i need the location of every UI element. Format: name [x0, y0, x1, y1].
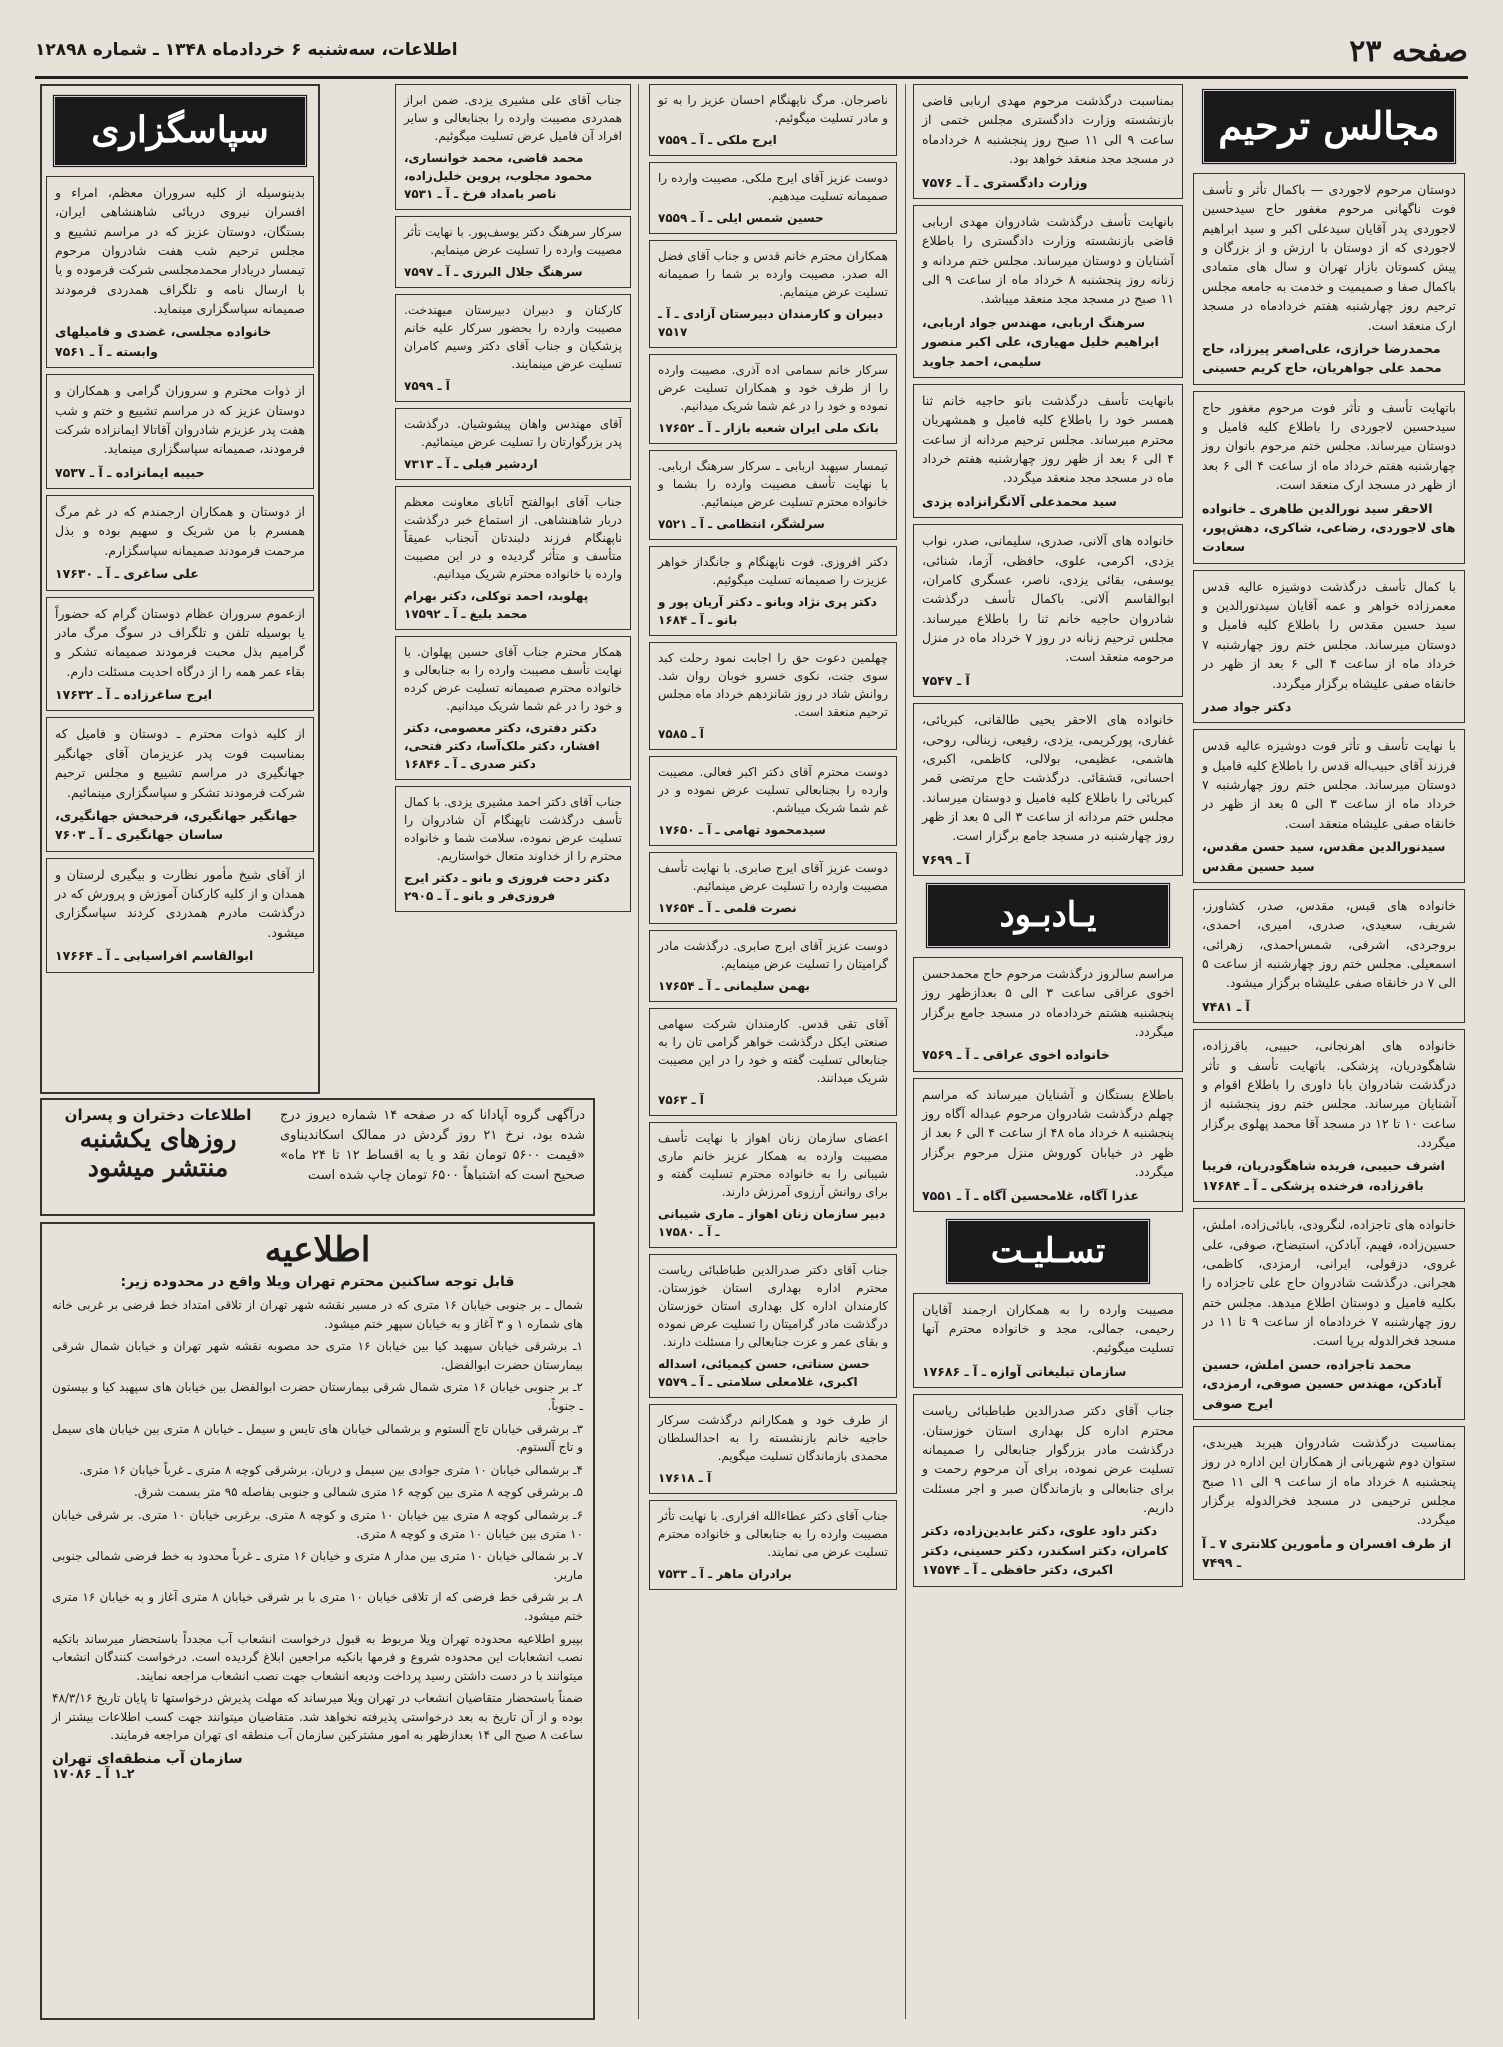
notice-signature: محمدرضا خرازی، علی‌اصغر پیرزاد، حاج محمد علی جواهریان، حاج کریم حسینی [1202, 340, 1442, 376]
notice-box [649, 930, 897, 1002]
column-2 [913, 84, 1183, 2034]
notice-signature: سیدنورالدین مقدس، سید حسن مقدس، سید حسین مقدس [1202, 839, 1446, 874]
notice-box [649, 1122, 897, 1248]
weekly-ad-line1: اطلاعات دختران و پسران [64, 1106, 252, 1124]
notice-box [649, 852, 897, 924]
notice-text: تیمسار سپهبد اربابی ـ سرکار سرهنگ اربابی. با نهایت تأسف مصیبت وارده را بشما و خانواده محترم تسلیت عرض مینمائیم. [658, 459, 888, 509]
notice-box [649, 450, 897, 540]
notice-signature: سازمان آب منطقه‌ای تهران [52, 1751, 243, 1768]
notice-signature: سازمان تبلیغاتی آوازه ـ آ ـ ۱۷۶۸۶ [922, 1363, 1127, 1379]
column-4 [395, 84, 631, 1039]
notice-box [1193, 729, 1465, 883]
notice-paragraph: بپیرو اطلاعیه محدوده تهران ویلا مربوط به قبول درخواست انشعاب آب مجدداً باستحضار میرساند باتکیه نصب انشعابات این محدوده شروع و فرمها بانکیه مراجعین ابلاغ گردیده است. درخواست کنندگان انشعاب میتوانند با در دست داشتن رسید پرداخت ودیعه انشعاب جهت نصب انشعاب مراجعه نمایند. [52, 1631, 583, 1683]
notice-text: جناب آقای ابوالفتح آتابای معاونت معظم دربار شاهنشاهی. از استماع خبر درگذشت ناپهنگام فرزند دلبندتان آنجناب عمیقاً متأسف و متأثر گردیده و در این مصیبت وارده با خانواده محترم شریک میدانیم. [404, 495, 622, 581]
issue-line: اطلاعات، سه‌شنبه ۶ خردادماه ۱۳۴۸ ـ شماره ۱۲۸۹۸ [35, 40, 458, 60]
notice-text: خانواده های الاحقر یحیی طالقانی، کبریائی، غفاری، پورکریمی، یزدی، رفیعی، زینالی، روحی، هاشمی، عظیمی، بولالی، کاظمی، اکبری، احسانی، قشقائی. درگذشت حاج مرتضی قمر کبریائی را باطلاع کلیه فامیل و دوستان میرساند. مجلس ختم مردانه از ساعت ۳ الی ۵ بعد از ظهر روز چهارشنبه در مسجد جامع برگزار است. [922, 712, 1174, 844]
notice-signature: سرهنگ اربابی، مهندس جواد اربابی، ابراهیم خلیل مهیاری، علی اکبر منصور سلیمی، احمد جاوید [922, 314, 1159, 369]
notice-box [395, 216, 631, 288]
notice-signature: دکتر دفتری، دکتر معصومی، دکتر افشار، دکتر ملک‌آسا، دکتر فتحی، دکتر صدری ـ آ ـ ۱۶۸۴۶ [404, 721, 600, 771]
notice-box [913, 1078, 1183, 1212]
notice-text: دوست محترم آقای دکتر اکبر فعالی. مصیبت وارده را بجنابعالی تسلیت عرض نموده و در غم شما شریک میباشم. [658, 765, 888, 815]
notice-text: بانهایت تأسف درگذشت بانو حاجیه خانم ثنا همسر خود را باطلاع کلیه فامیل و همشهریان محترم میرساند. مجلس ترحیم مردانه از ساعت ۴ الی ۶ بعد از ظهر روز چهارشنبه هفتم خرداد ماه در مسجد مجد منعقد میگردد. [922, 392, 1174, 486]
notice-signature: بانک ملی ایران شعبه بازار ـ آ ـ ۱۷۶۵۲ [658, 421, 879, 435]
notice-box [913, 703, 1183, 876]
notice-signature: علی ساغری ـ آ ـ ۱۷۶۳۰ [55, 566, 199, 582]
notice-text: خانواده های تاجزاده، لنگرودی، بابائی‌زاده، املش، حسین‌زاده، فهیم، آبادکن، استیضاح، صوفی، علی غروی، دزفولی، ایرانی، ارمزدی، کاظمی، هجرانی. درگذشت شادروان حاج علی تاجزاده را بکلیه فامیل و دوستان اطلاع میدهد. مجلس ختم روز چهارشنبه ۷ خردادماه از ساعت ۹ تا ۱۱ در مسجد فخرالدوله برپا است. [1202, 1217, 1457, 1349]
notice-box [395, 408, 631, 480]
notice-subtitle: قابل توجه ساکنین محترم تهران ویلا واقع در محدوده زیر: [120, 1274, 515, 1290]
notice-text: مراسم سالروز درگذشت مرحوم حاج محمدحسن اخوی عراقی ساعت ۳ الی ۵ بعدازظهر روز پنجشنبه هشتم خردادماه در مسجد جامع برگزار میگردد. [922, 965, 1174, 1039]
notice-text: جناب آقای دکتر صدرالدین طباطبائی ریاست محترم اداره کل بهداری استان خوزستان. درگذشت مادر بزرگوار جنابعالی را صمیمانه تسلیت عرض نموده، برای آن مرحوم رحمت و برای جنابعالی و بازماندگان صبر و اجر مسئلت داریم. [922, 1403, 1174, 1515]
weekly-ad [48, 1106, 268, 1182]
notice-signature: عذرا آگاه، غلامحسین آگاه ـ آ ـ ۷۵۵۱ [922, 1187, 1139, 1203]
notice-box [913, 205, 1183, 378]
notice-title: اطلاعیه [264, 1230, 371, 1270]
column-5-thanks [40, 84, 320, 1094]
notice-box [649, 240, 897, 348]
notice-text: از کلیه ذوات محترم ـ دوستان و فامیل که بمناسبت فوت پدر عزیزمان آقای جهانگیر جهانگیری در مراسم تشییع و مجلس ترحیم شرکت فرمودند تشکر و سپاسگزاری مینمائیم. [55, 726, 305, 800]
notice-box [46, 597, 314, 712]
notice-signature: جهانگیر جهانگیری، فرحبخش جهانگیری، ساسان جهانگیری ـ آ ـ ۷۶۰۳ [55, 807, 298, 843]
section-masthead-yadbood: یـادبـود [925, 882, 1171, 949]
notice-box [649, 84, 897, 156]
notice-box [395, 294, 631, 402]
notice-text: آقای مهندس واهان پیشوشیان. درگذشت پدر بزرگوارتان را تسلیت عرض مینمائیم. [404, 417, 622, 449]
notice-text: دوست عزیز آقای ایرج صابری. با نهایت تأسف مصیبت وارده را تسلیت عرض مینمائیم. [658, 861, 888, 893]
notice-box [649, 1404, 897, 1494]
notice-body [52, 1296, 583, 1745]
notice-box [649, 642, 897, 750]
notice-box [913, 384, 1183, 518]
notice-text: اعضای سازمان زنان اهواز با نهایت تأسف مصیبت وارده به همکار عزیز خانم ماری شیبانی را به خانواده محترم تسلیت گفته و برای روانش آرزوی آمرزش دارند. [658, 1131, 888, 1199]
page-header [35, 30, 1468, 79]
notice-signature: آ ـ ۷۵۹۹ [404, 379, 450, 393]
notice-signature: دبیران و کارمندان دبیرستان آزادی ـ آ ـ ۷۵۱۷ [658, 307, 884, 339]
notice-signature: ایرج ملکی ـ آ ـ ۷۵۵۹ [658, 133, 777, 147]
notice-box [1193, 1029, 1465, 1202]
section-masthead-sepas: سپاسگزاری [52, 94, 308, 168]
notice-signature: دبیر سازمان زنان اهواز ـ ماری شیبانی ـ آ ـ ۱۷۵۸۰ [658, 1207, 886, 1239]
notice-paragraph: ۷ـ بر شمالی خیابان ۱۰ متری بین مدار ۸ متری و خیابان ۱۶ متری ـ غرباً محدود به خط فرضی شمالی جنوبی ماربر. [52, 1549, 584, 1582]
notice-box [913, 1293, 1183, 1389]
notice-box [395, 486, 631, 630]
notice-text: دوست عزیز آقای ایرج صابری. درگذشت مادر گرامیتان را تسلیت عرض مینمایم. [658, 939, 888, 971]
notice-signature: ایرج ساغرزاده ـ آ ـ ۱۷۶۳۲ [55, 687, 213, 703]
notice-text: آقای تقی قدس. کارمندان شرکت سهامی صنعتی ایکل درگذشت خواهر گرامی تان را به جنابعالی تسلیت گفته و خود را در این مصیبت شریک میدانند. [658, 1017, 888, 1085]
notice-signature: محمد قاضی، محمد خوانساری، محمود مجلوب، پروین خلیل‌زاده، ناصر بامداد فرخ ـ آ ـ ۷۵۳۱ [404, 151, 593, 201]
notice-text: مصیبت وارده را به همکاران ارجمند آقایان رحیمی، جمالی، مجد و خانواده محترم آنها تسلیت میگوئیم. [922, 1301, 1174, 1356]
weekly-ad-line2: روزهای یکشنبه [79, 1124, 237, 1153]
notice-text: دکتر افروزی. فوت ناپهنگام و جانگداز خواهر عزیزت را صمیمانه تسلیت میگوئیم. [658, 555, 888, 587]
notice-signature: دکتر دحت فروزی و بانو ـ دکتر ایرج فروزی‌فر و بانو ـ آ ـ ۲۹۰۵ [404, 871, 610, 903]
notice-text: جناب آقای دکتر عطاءالله افراری. با نهایت تأثر مصیبت وارده را به جنابعالی و خانواده محترم تسلیت عرض می نمایند. [658, 1509, 888, 1559]
notice-box [395, 84, 631, 210]
notice-text: سرکار سرهنگ دکتر یوسف‌پور. با نهایت تأثر مصیبت وارده را تسلیت عرض مینمایم. [404, 225, 622, 257]
notice-box [649, 162, 897, 234]
notice-text: جناب آقای دکتر احمد مشیری یزدی. با کمال تأسف درگذشت ناپهنگام آن شادروان را تسلیت عرض نموده، سلامت شما و خانواده محترم را از خداوند متعال خواستاریم. [404, 795, 622, 863]
notice-signature: دکتر پری نژاد وبانو ـ دکتر آریان پور و بانو ـ آ ـ ۱۶۸۴ [658, 595, 877, 627]
notice-box [1193, 570, 1465, 724]
notice-text: جناب آقای علی مشیری یزدی. ضمن ابراز همدردی مصیبت وارده را بجنابعالی و سایر افراد آن فامیل عرض تسلیت میگوئیم. [404, 93, 622, 143]
notice-box [46, 717, 314, 851]
notice-box [1193, 173, 1465, 385]
notice-text: همکار محترم جناب آقای حسین پهلوان. با نهایت تأسف مصیبت وارده را به جنابعالی و خانواده محترم صمیمانه تسلیت عرض کرده و خود را در غم شما شریک میدانیم. [404, 645, 622, 713]
notice-paragraph: ۴ـ برشمالی خیابان ۱۰ متری جوادی بین سیمل و دربان. برشرقی کوچه ۸ متری ـ غرباً خیابان ۱۶ متری. [79, 1462, 583, 1477]
notice-text: ازعموم سروران عظام دوستان گرام که حضوراً یا بوسیله تلفن و تلگراف در سوگ مرگ مادر گرامیم بذل محبت فرمودند صمیمانه تشکر و بقاء عمر همه را از درگاه احدیت مسئلت دارم. [55, 605, 305, 679]
notice-signature: محمد تاجزاده، حسن املش، حسین آبادکن، مهندس حسین صوفی، ارمزدی، ایرج صوفی [1202, 1356, 1442, 1411]
notice-text: بدینوسیله از کلیه سروران معظم، امراء و افسران نیروی دریائی شاهنشاهی ایران، بستگان، دوستان عزیز که در مراسم تشییع و مجلس ترحیم شب هفت شادروان مرحوم تیمسار دریادار محمدمجلسی شرکت فرموده و یا با ارسال نامه و تلگراف همدردی فرمودند صمیمانه سپاسگزاری مینماید. [55, 184, 305, 317]
notice-text: از ذوات محترم و سروران گرامی و همکاران و دوستان عزیز که در مراسم تشییع و ختم و شب هفت پدر عزیزم شادروان آقاتالا ایمانزاده شرکت فرمودند، صمیمانه سپاسگزاری مینماید. [55, 383, 305, 457]
notice-text: چهلمین دعوت حق را اجابت نمود رحلت کبد سوی جنت، نکوی خسرو خوبان روان شد. روانش شاد در روز شانزدهم خرداد ماه مجلس ترحیم منعقد است. [658, 651, 888, 719]
notice-paragraph: ۱ـ برشرقی خیابان سپهبد کیا بین خیابان ۱۶ متری حد مصوبه نقشه شهر تهران و خیابان شمال شرقی بیمارستان حضرت ابوالفضل. [52, 1339, 583, 1372]
notice-signature: آ ـ ۷۵۸۵ [658, 727, 704, 741]
notice-box [46, 374, 314, 489]
notice-signature: آ ـ ۷۵۶۳ [658, 1093, 704, 1107]
notice-signature: بهمن سلیمانی ـ آ ـ ۱۷۶۵۴ [658, 979, 810, 993]
notice-text: از دوستان و همکاران ارجمندم که در غم مرگ همسرم با من شریک و سهیم بوده و بذل مرحمت فرمودند صمیمانه سپاسگزارم. [55, 504, 305, 558]
notice-paragraph: ۶ـ برشمالی کوچه ۸ متری بین خیابان ۱۰ متری و کوچه ۸ متری. برغربی خیابان ۱۰ متری. بر شرقی خیابان ۱۰ متری بین خیابان ۱۰ متری و کوچه ۸ متری. [52, 1507, 584, 1541]
notice-code: ۲ـ۱ آ ـ ۱۷۰۸۶ [52, 1767, 135, 1783]
correction-notice: درآگهی گروه آپادانا که در صفحه ۱۴ شماره دیروز درج شده بود، نرخ ۲۱ روز گردش در ممالک اسکاندیناوی «قیمت ۵۶۰۰ تومان نقد و یا به اقساط ۱۲ تا ۲۴ ماه» صحیح است که اشتباهاً ۶۵۰۰ تومان چاپ شده است [280, 1108, 586, 1184]
notice-text: جناب آقای دکتر صدرالدین طباطبائی ریاست محترم اداره بهداری استان خوزستان. کارمندان اداره کل بهداری استان خوزستان درگذشت مادر گرامیتان را تسلیت عرض نموده و بقای عمر و عزت جنابعالی را مسئلت دارند. [658, 1263, 888, 1349]
notice-signature: سید محمدعلی آلانگرانزاده یزدی [922, 493, 1117, 509]
water-notice [40, 1222, 595, 2020]
notice-box [46, 858, 314, 973]
notice-signature: سرلشگر، انتظامی ـ آ ـ ۷۵۲۱ [658, 517, 825, 531]
column-3 [649, 84, 897, 2034]
notice-signature: برادران ماهر ـ آ ـ ۷۵۳۳ [658, 1567, 792, 1581]
notice-signature: آ ـ ۷۶۹۹ [922, 851, 970, 867]
notice-text: خانواده های قبس، مقدس، صدر، کشاورز، شریف، سعیدی، صدری، امیری، احمدی، بروجردی، اشرفی، شمس‌احمدی، زهرائی، اسمعیلی. مجلس ختم روز چهارشنبه از ساعت ۵ الی ۷ در خانقاه صفی علیشاه برگزار میشود. [1202, 897, 1456, 991]
notice-paragraph: ۳ـ برشرقی خیابان تاج آلستوم و برشمالی خیابان های تایس و سیمل ـ خیابان ۸ متری بین خیابان های سیمل و تاج آلستوم. [52, 1421, 584, 1455]
notice-box [46, 176, 314, 368]
notice-text: بانهایت تأسف درگذشت شادروان مهدی اربابی قاضی بازنشسته وزارت دادگستری را باطلاع آشنایان و دوستان میرساند. مجلس ختم مردانه و زنانه روز پنجشنبه ۸ خرداد ماه از ساعت ۹ الی ۱۱ صبح در مسجد مجد منعقد میباشد. [922, 213, 1174, 307]
notice-box [395, 786, 631, 912]
notice-paragraph: ۸ـ بر شرقی خط فرضی که از تلاقی خیابان ۱۰ متری با بر شرقی خیابان ۸ متری آغاز و به خیابان ۱۶ متری ختم میشود. [52, 1590, 583, 1623]
notice-text: خانواده های آلانی، صدری، سلیمانی، صدر، نواب یزدی، اکرمی، علوی، حافظی، آزما، شنائی، یوسفی، بقائی یزدی، ناصر، عسگری کامران، ابوالقاسم آلانی. باکمال تأسف درگذشت شادروان حاجیه خانم ثنا را باطلاع میرساند. مجلس ترحیم زنانه در روز ۷ خرداد ماه در منزل مرحومه منعقد است. [922, 533, 1174, 665]
notice-box [1193, 889, 1465, 1023]
notice-text: دوست عزیز آقای ایرج ملکی. مصیبت وارده را صمیمانه تسلیت میدهیم. [658, 171, 888, 203]
notice-text: از آقای شیخ مأمور نظارت و بیگیری لرستان و همدان و از کلیه کارکنان آموزش و پرورش که در درگذشت مادرم همدردی کردند سپاسگزاری میشود. [55, 866, 305, 940]
notice-box [913, 84, 1183, 199]
notice-signature: پهلوبد، احمد توکلی، دکتر بهرام محمد بلیغ ـ آ ـ ۱۷۵۹۲ [404, 589, 589, 621]
notice-text: از طرف خود و همکارانم درگذشت سرکار حاجیه خانم بازنشسته را به احدالسلطان محمدی بازماندگان تسلیت میگویم. [658, 1413, 888, 1463]
notice-signature: از طرف افسران و مأمورین کلانتری ۷ ـ آ ـ ۷۴۹۹ [1202, 1535, 1452, 1571]
column-rule [638, 84, 639, 2019]
section-masthead-tarhim: مجالس ترحیم [1201, 88, 1457, 165]
notice-text: ناصرجان. مرگ ناپهنگام احسان عزیز را به تو و مادر تسلیت میگوئیم. [658, 93, 888, 125]
notice-signature: آ ـ ۷۴۸۱ [1202, 998, 1250, 1014]
notice-signature: دکتر جواد صدر [1202, 698, 1292, 714]
section-masthead-taslit: تسـلیـت [945, 1218, 1151, 1285]
notice-signature: حبیبه ایمانزاده ـ آ ـ ۷۵۳۷ [55, 464, 205, 480]
notice-signature: سرهنگ جلال البرزی ـ آ ـ ۷۵۹۷ [404, 265, 583, 279]
notice-box [649, 1008, 897, 1116]
notice-text: باتهایت تأسف و تأثر فوت مرحوم مغفور حاج سیدحسین لاجوردی را باطلاع کلیه فامیل و دوستان میرساند. مجلس ختم مرحوم بانوان روز چهارشنبه هفتم خرداد ماه از ساعت ۴ الی ۶ بعد از ظهر در مسجد ارک منعقد است. [1202, 399, 1456, 493]
notice-box [649, 354, 897, 444]
notice-text: باطلاع بستگان و آشنایان میرساند که مراسم چهلم درگذشت شادروان مرحوم عبداله آگاه روز پنجشنبه ۸ خرداد ماه ۴۸ از ساعت ۴ الی ۶ بعد از ظهر در خیابان کوروش منزل مرحوم برگزار میگردد. [922, 1086, 1174, 1180]
notice-signature: اردشیر فیلی ـ آ ـ ۷۳۱۳ [404, 457, 538, 471]
notice-text: سرکار خانم سمامی اده آذری. مصیبت وارده را از طرف خود و همکاران تسلیت عرض نموده و خود را در غم شما شریک میدانیم. [658, 363, 888, 413]
notice-text: بمناسبت درگذشت شادروان هیربد هیربدی، ستوان دوم شهربانی از همکاران این اداره در روز پنجشنبه ۸ خرداد ماه از ساعت ۹ الی ۱۱ صبح مجلس ترحیمی در مسجد فخرالدوله برگزار میگردد. [1202, 1434, 1456, 1528]
notice-signature: سیدمحمود تهامی ـ آ ـ ۱۷۶۵۰ [658, 823, 826, 837]
notice-text: کارکنان و دبیران دبیرستان میهندخت. مصیبت وارده را بحضور سرکار علیه خانم پزشکیان و جناب آقای دکتر وسیم کامران تسلیت عرض مینمایند. [404, 303, 622, 371]
notice-signature: وزارت دادگستری ـ آ ـ ۷۵۷۶ [922, 174, 1088, 190]
notice-signature: حسین شمس ایلی ـ آ ـ ۷۵۵۹ [658, 211, 824, 225]
notice-signature: آ ـ ۷۵۴۷ [922, 672, 970, 688]
notice-paragraph: ۲ـ بر جنوبی خیابان ۱۶ متری شمال شرقی بیمارستان حضرت ابوالفضل بین خیابان های سپهبد کیا و بیستون ـ جنوباً. [52, 1380, 583, 1413]
notice-box [649, 756, 897, 846]
notice-signature: اشرف حبیبی، فریده شاهگودریان، فریبا باقرزاده، فرخنده پزشکی ـ آ ـ ۱۷۶۸۴ [1202, 1158, 1445, 1193]
notice-box [1193, 1426, 1465, 1580]
notice-text: خانواده های اهرنجانی، حبیبی، باقرزاده، شاهگودریان، پزشکی. باتهایت تأسف و تأثر درگذشت شادروان بابا داوری را باطلاع اقوام و آشنایان میرساند. مجلس ختم روز پنجشنبه از ساعت ۱۰ تا ۱۲ در مسجد آقا محمد پهلوی برگزار میگردد. [1202, 1038, 1456, 1151]
notice-signature: خانواده اخوی عراقی ـ آ ـ ۷۵۶۹ [922, 1047, 1110, 1063]
notice-text: بمناسبت درگذشت مرحوم مهدی اربابی قاضی بازنشسته وزارت دادگستری مجلس ختمی از ساعت ۹ الی ۱۱ صبح روز پنجشنبه ۸ خردادماه در مسجد مجد منعقد خواهد بود. [922, 93, 1174, 167]
ad-strip [40, 1098, 595, 1216]
notice-signature: آ ـ ۱۷۶۱۸ [658, 1471, 712, 1485]
notice-box [649, 1500, 897, 1590]
notice-box [1193, 1208, 1465, 1420]
notice-box [913, 524, 1183, 697]
notice-text: با نهایت تأسف و تأثر فوت دوشیزه عالیه قدس فرزند آقای حبیب‌اله قدس را باطلاع کلیه فامیل و دوستان میرساند. مجلس ختم روز چهارشنبه ۷ خرداد ماه از ساعت ۳ الی ۵ بعد از ظهر در خانقاه صفی علیشاه منعقد است. [1202, 738, 1456, 831]
weekly-ad-line3: منتشر میشود [87, 1153, 229, 1182]
notice-signature: ابوالقاسم افراسیابی ـ آ ـ ۱۷۶۶۴ [55, 948, 254, 964]
notice-box [649, 546, 897, 636]
notice-text: دوستان مرحوم لاجوردی — باکمال تأثر و تأسف فوت ناگهانی مرحوم مغفور حاج سیدحسین لاجوردی پدر آقایان سیدعلی اکبر و سید ابراهیم لاجوردی که از دوستان با ارزش و از بزرگان و پیش کسوتان بازار تهران و سال های متمادی باکمال صفا و صمیمیت و خدمت به جامعه مجلس ترحیم روز چهارشنبه هفتم خردادماه در مسجد ارک منعقد است. [1202, 181, 1456, 333]
page-number: صفحه ۲۳ [1349, 34, 1468, 69]
notice-signature: نصرت قلمی ـ آ ـ ۱۷۶۵۴ [658, 901, 797, 915]
column-rule [905, 84, 906, 2019]
notice-signature: حسن سناتی، حسن کیمیائی، اسداله اکبری، غلامعلی سلامتی ـ آ ـ ۷۵۷۹ [658, 1357, 870, 1389]
notice-signature: خانواده مجلسی، غضدی و فامیلهای وابسته ـ آ ـ ۷۵۶۱ [55, 324, 272, 359]
notice-paragraph: ضمناً باستحضار متقاضیان انشعاب در تهران ویلا میرساند که مهلت پذیرش درخواستها تا پایان تاریخ ۴۸/۳/۱۶ بوده و از آن تاریخ به بعد درخواستی پذیرفته نخواهد شد. متقاضیان میتوانند جهت کسب اطلاعات بیشتر از ساعت ۸ صبح الی ۱۴ بعدازظهر به امور مشترکین سازمان آب منطقه ای تهران مراجعه فرمایند. [52, 1691, 583, 1743]
notice-box [913, 1394, 1183, 1586]
column-1 [1193, 84, 1465, 2034]
notice-text: با کمال تأسف درگذشت دوشیزه عالیه قدس معمرزاده خواهر و عمه آقایان سیدنورالدین و سید حسین مقدس را باطلاع کلیه فامیل و دوستان میرساند. مجلس ختم روز چهارشنبه ۷ خرداد ماه از ساعت ۴ الی ۶ بعد از ظهر در خانقاه صفی علیشاه برگزار میگردد. [1202, 578, 1456, 691]
notice-paragraph: شمال ـ بر جنوبی خیابان ۱۶ متری که در مسیر نقشه شهر تهران از تلاقی امتداد خط فرضی بر غربی خانه های شماره ۱ و ۳ آغاز و به خیابان سپهر ختم میشود. [52, 1298, 584, 1331]
notice-box [46, 495, 314, 591]
notice-signature: دکتر داود علوی، دکتر عابدین‌زاده، دکتر کامران، دکتر اسکندر، دکتر حسینی، دکتر اکبری، دکتر حافظی ـ آ ـ ۱۷۵۷۴ [922, 1523, 1169, 1578]
notice-box [913, 957, 1183, 1072]
notice-signature: الاحقر سید نورالدین طاهری ـ خانواده های لاجوردی، رضاعی، شاکری، دهش‌پور، سعادت [1202, 500, 1456, 555]
notice-box [649, 1254, 897, 1398]
notice-box [1193, 391, 1465, 564]
notice-paragraph: ۵ـ برشرقی کوچه ۸ متری بین کوچه ۱۶ متری شمالی و جنوبی بفاصله ۹۵ متر بسمت شرق. [134, 1485, 583, 1500]
notice-box [395, 636, 631, 780]
notice-text: همکاران محترم خانم قدس و جناب آقای فضل اله صدر. مصیبت وارده بر شما را صمیمانه تسلیت عرض مینمایم. [658, 249, 888, 299]
